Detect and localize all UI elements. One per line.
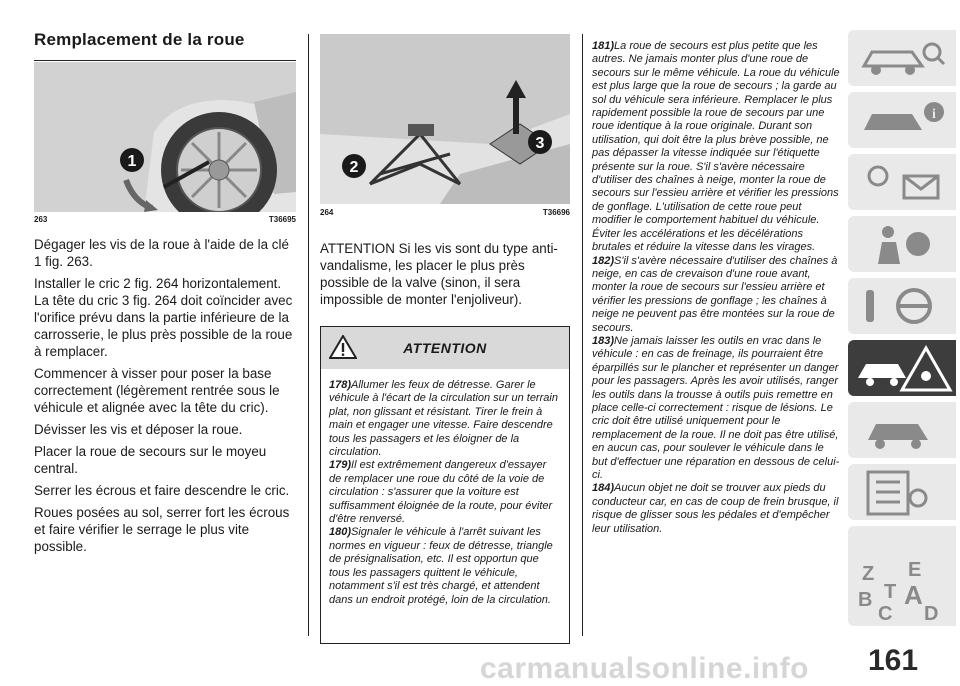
callout-2: 2 xyxy=(349,159,359,176)
svg-text:E: E xyxy=(908,559,922,581)
tab-car-overview[interactable] xyxy=(848,30,956,86)
column-divider xyxy=(308,34,309,636)
starting-driving-icon xyxy=(848,278,956,334)
warning-item: 183)Ne jamais laisser les outils en vrac dans le véhicule : en cas de freinage, ils pourraient être éparpillés sur le plancher et représenter un danger pour les passagers. Après les avoir utilisés, ranger les outils dans la trousse à outils puis remettre en place celle-ci correctement : risque de lésions. Le cric doit être utilisé uniquement pour le remplacement de la roue. Il ne doit pas être utilisé, en aucun cas, pour soulever le véhicule dans le but d'effectuer une réparation en dessous de celui-ci. xyxy=(592,334,840,481)
warning-item: 182)S'il s'avère nécessaire d'utiliser des chaînes à neige, en cas de crevaison d'une roue avant, monter la roue de secours sur l'essieu arrière et vérifier les pressions de gonflage ; les chaînes à neige ne peuvent pas être montées sur la roue de secours. xyxy=(592,254,838,334)
car-info-icon xyxy=(848,92,956,148)
figure-264-code: T36696 xyxy=(542,208,570,217)
tab-maintenance[interactable] xyxy=(848,402,956,458)
technical-data-icon xyxy=(848,464,956,520)
tab-starting-driving[interactable] xyxy=(848,278,956,334)
safety-airbag-icon xyxy=(848,216,956,272)
title-rule xyxy=(34,60,296,61)
column-divider xyxy=(582,34,583,636)
figure-263 xyxy=(34,62,296,212)
figure-263-number: 263 xyxy=(34,215,48,224)
figure-264 xyxy=(320,34,570,204)
jack-illustration xyxy=(320,34,570,204)
figure-264-number: 264 xyxy=(320,208,334,217)
svg-text:C: C xyxy=(878,603,893,625)
warning-lights-icon xyxy=(848,154,956,210)
paragraph: Dévisser les vis et déposer la roue. xyxy=(34,422,243,437)
paragraph: Serrer les écrous et faire descendre le cric. xyxy=(34,483,290,498)
warning-item: 179)Il est extrêmement dangereux d'essayer de remplacer une roue du côté de la voie de circulation : s'assurer que la voiture est suffisamment éloignée de la route, pour éviter d'être renversé. xyxy=(329,459,553,526)
paragraph: Roues posées au sol, serrer fort les écrous et faire vérifier le serrage le plus vite possible. xyxy=(34,505,290,554)
warning-item: 180)Signaler le véhicule à l'arrêt suivant les normes en vigueur : feux de détresse, triangle de présignalisation, etc. Il est opportun que tous les passagers quittent le véhicule, notamment s'il est très chargé, et attendent dans un endroit protégé, loin de la circulation. xyxy=(329,526,553,606)
figure-263-code: T36695 xyxy=(268,215,296,224)
attention-note: ATTENTION Si les vis sont du type anti-vandalisme, les placer le plus près possible de la valve (sinon, il sera impossible de monter l'enjoliveur). xyxy=(320,241,558,307)
wheel-illustration xyxy=(34,62,296,212)
svg-text:T: T xyxy=(884,581,897,603)
paragraph: Installer le cric 2 fig. 264 horizontalement. La tête du cric 3 fig. 264 doit coïncider avec l'orifice prévu dans la partie inférieure de la carrosserie, le plus près possible de la roue à remplacer. xyxy=(34,276,293,359)
warning-item: 181)La roue de secours est plus petite que les autres. Ne jamais monter plus d'une roue de secours sur le même véhicule. La roue du véhicule est plus large que la roue de secours ; la garde au sol du véhicule sera inférieure. Remplacer le plus rapidement possible la roue de secours par une roue identique à la roue originale. Durant son utilisation, qui doit être la plus brève possible, ne pas dépasser la vitesse indiquée sur l'étiquette présente sur la roue. S'il s'avère nécessaire d'utiliser des chaînes à neige, monter la roue de secours sur l'essieu arrière et vérifier les pressions de gonflage. L'utilisation de cette roue peut modifier le comportement habituel du véhicule. Éviter les accélérations et les décélérations brutales et réduire la vitesse dans les virages. xyxy=(592,40,840,254)
paragraph: Placer la roue de secours sur le moyeu central. xyxy=(34,444,267,476)
tab-index[interactable] xyxy=(848,526,956,626)
warning-header xyxy=(321,327,569,369)
figure-263-caption xyxy=(34,215,296,224)
warning-heading: ATTENTION xyxy=(403,340,487,356)
callout-3: 3 xyxy=(535,135,545,152)
emergency-icon xyxy=(848,340,956,396)
car-overview-icon xyxy=(848,30,956,86)
svg-text:Z: Z xyxy=(862,563,875,585)
warning-item: 178)Allumer les feux de détresse. Garer le véhicule à l'écart de la circulation sur un terrain plat, non glissant et résistant. Tirer le frein à main et engager une vitesse. Faire descendre tous les passagers et les éloigner de la circulation. xyxy=(329,379,558,459)
tab-safety[interactable] xyxy=(848,216,956,272)
maintenance-car-icon xyxy=(848,402,956,458)
warning-item: 184)Aucun objet ne doit se trouver aux pieds du conducteur car, en cas de coup de frein brusque, il risque de glisser sous les pédales et d'empêcher leur utilisation. xyxy=(592,482,839,535)
index-icon xyxy=(848,526,956,626)
tab-emergency[interactable] xyxy=(848,340,956,396)
warning-body xyxy=(321,369,569,607)
paragraph: Commencer à visser pour poser la base correctement (légèrement rentrée sous le véhicule et alignée avec la tête du cric). xyxy=(34,366,280,415)
page-title: Remplacement de la roue xyxy=(34,30,245,49)
col1-text xyxy=(34,236,298,560)
watermark: carmanualsonline.info xyxy=(480,652,809,685)
tab-warning-lights[interactable] xyxy=(848,154,956,210)
svg-text:D: D xyxy=(924,603,939,625)
warning-box xyxy=(320,326,570,644)
warning-triangle-icon xyxy=(329,335,357,359)
page-number: 161 xyxy=(868,644,919,677)
svg-text:B: B xyxy=(858,589,873,611)
tab-technical-data[interactable] xyxy=(848,464,956,520)
tab-car-info[interactable] xyxy=(848,92,956,148)
col3-warnings xyxy=(592,40,842,536)
callout-1: 1 xyxy=(127,153,137,170)
figure-264-caption xyxy=(320,208,570,217)
svg-text:i: i xyxy=(932,107,936,122)
svg-text:A: A xyxy=(904,580,923,610)
paragraph: Dégager les vis de la roue à l'aide de la clé 1 fig. 263. xyxy=(34,237,289,269)
